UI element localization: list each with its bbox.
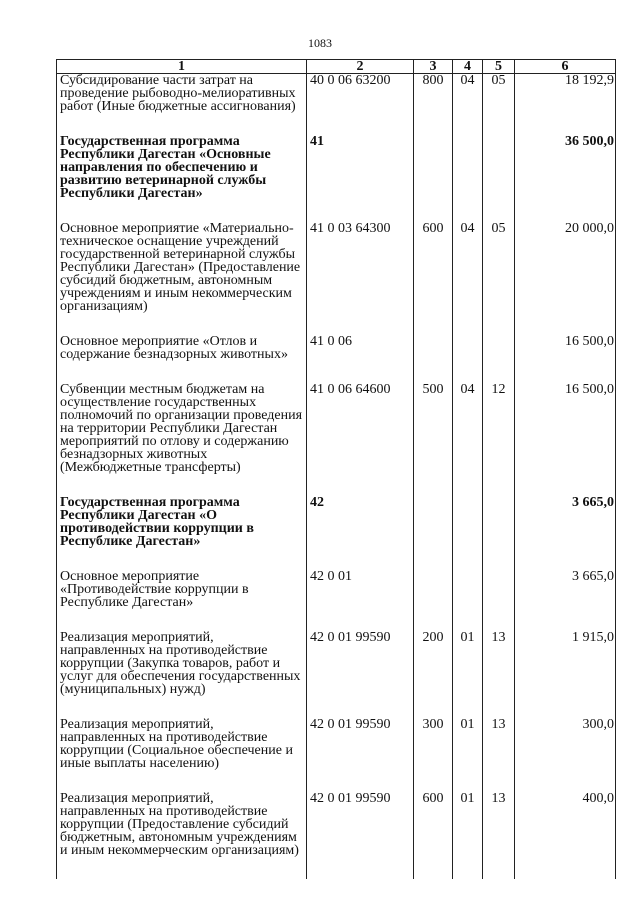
- spacer-cell: [483, 113, 515, 135]
- table-header-row: [57, 60, 616, 74]
- spacer-cell: [414, 770, 453, 792]
- spacer-cell: [515, 113, 616, 135]
- row-vr: 600: [414, 792, 453, 857]
- spacer-cell: [414, 200, 453, 222]
- row-sum: 300,0: [515, 718, 616, 770]
- row-pr: [483, 335, 515, 361]
- row-rz: [453, 335, 483, 361]
- table-row: [57, 135, 616, 200]
- row-vr: 200: [414, 631, 453, 696]
- spacer-cell: [515, 474, 616, 496]
- row-code: 42 0 01 99590: [307, 792, 414, 857]
- spacer-cell: [414, 857, 453, 879]
- spacer-cell: [453, 857, 483, 879]
- budget-table: [56, 59, 616, 879]
- row-sum: 16 500,0: [515, 383, 616, 474]
- spacer-cell: [307, 113, 414, 135]
- spacer-cell: [57, 361, 307, 383]
- spacer-cell: [515, 857, 616, 879]
- spacer-cell: [307, 548, 414, 570]
- spacer-cell: [453, 696, 483, 718]
- spacer-cell: [57, 548, 307, 570]
- spacer-cell: [57, 113, 307, 135]
- spacer-cell: [414, 548, 453, 570]
- spacer-cell: [307, 609, 414, 631]
- row-spacer: [57, 313, 616, 335]
- spacer-cell: [307, 474, 414, 496]
- spacer-cell: [57, 609, 307, 631]
- spacer-cell: [414, 313, 453, 335]
- row-sum: 400,0: [515, 792, 616, 857]
- row-name: Реализация мероприятий, направленных на противодействие коррупции (Социальное обеспечение и иные выплаты населению): [57, 718, 307, 770]
- table-row: [57, 496, 616, 548]
- header-col-5: 5: [483, 60, 515, 74]
- row-rz: 04: [453, 383, 483, 474]
- spacer-cell: [414, 609, 453, 631]
- header-col-3: 3: [414, 60, 453, 74]
- spacer-cell: [483, 313, 515, 335]
- spacer-cell: [414, 474, 453, 496]
- row-sum: 20 000,0: [515, 222, 616, 313]
- spacer-cell: [307, 696, 414, 718]
- row-name: Реализация мероприятий, направленных на противодействие коррупции (Предоставление субсидий бюджетным, автономным учреждениям и иным некоммерческим организациям): [57, 792, 307, 857]
- row-spacer: [57, 857, 616, 879]
- spacer-cell: [414, 696, 453, 718]
- spacer-cell: [453, 770, 483, 792]
- spacer-cell: [57, 696, 307, 718]
- row-sum: 16 500,0: [515, 335, 616, 361]
- row-sum: 1 915,0: [515, 631, 616, 696]
- row-spacer: [57, 361, 616, 383]
- row-rz: 04: [453, 222, 483, 313]
- spacer-cell: [307, 313, 414, 335]
- spacer-cell: [483, 361, 515, 383]
- table-row: [57, 222, 616, 313]
- row-pr: [483, 496, 515, 548]
- row-code: 41 0 06 64600: [307, 383, 414, 474]
- spacer-cell: [483, 770, 515, 792]
- row-vr: [414, 496, 453, 548]
- row-rz: [453, 570, 483, 609]
- table-row: [57, 792, 616, 857]
- table-row: [57, 335, 616, 361]
- spacer-cell: [57, 770, 307, 792]
- row-name: Государственная программа Республики Дагестан «Основные направления по обеспечению и развитию ветеринарной службы Республики Дагестан»: [57, 135, 307, 200]
- row-sum: 3 665,0: [515, 496, 616, 548]
- header-col-1: 1: [57, 60, 307, 74]
- row-code: 42: [307, 496, 414, 548]
- spacer-cell: [483, 857, 515, 879]
- row-spacer: [57, 770, 616, 792]
- spacer-cell: [57, 474, 307, 496]
- spacer-cell: [57, 200, 307, 222]
- spacer-cell: [453, 200, 483, 222]
- row-vr: 800: [414, 74, 453, 114]
- table-row: [57, 631, 616, 696]
- page-number: 1083: [308, 36, 332, 50]
- header-col-4: 4: [453, 60, 483, 74]
- row-pr: 13: [483, 718, 515, 770]
- row-name: Государственная программа Республики Дагестан «О противодействии коррупции в Республике Дагестан»: [57, 496, 307, 548]
- row-spacer: [57, 200, 616, 222]
- spacer-cell: [453, 361, 483, 383]
- spacer-cell: [483, 474, 515, 496]
- row-sum: 36 500,0: [515, 135, 616, 200]
- row-name: Субсидирование части затрат на проведение рыбоводно-мелиоративных работ (Иные бюджетные ассигнования): [57, 74, 307, 114]
- row-vr: [414, 135, 453, 200]
- spacer-cell: [515, 696, 616, 718]
- row-pr: 05: [483, 74, 515, 114]
- spacer-cell: [453, 313, 483, 335]
- spacer-cell: [453, 474, 483, 496]
- row-spacer: [57, 548, 616, 570]
- row-code: 42 0 01 99590: [307, 631, 414, 696]
- spacer-cell: [57, 857, 307, 879]
- spacer-cell: [515, 770, 616, 792]
- row-code: 42 0 01 99590: [307, 718, 414, 770]
- row-rz: 01: [453, 792, 483, 857]
- row-sum: 18 192,9: [515, 74, 616, 114]
- spacer-cell: [483, 200, 515, 222]
- table-row: [57, 570, 616, 609]
- spacer-cell: [483, 696, 515, 718]
- row-rz: 01: [453, 631, 483, 696]
- row-code: 40 0 06 63200: [307, 74, 414, 114]
- header-col-6: 6: [515, 60, 616, 74]
- row-name: Основное мероприятие «Отлов и содержание безнадзорных животных»: [57, 335, 307, 361]
- spacer-cell: [307, 361, 414, 383]
- table-row: [57, 74, 616, 114]
- table-row: [57, 718, 616, 770]
- row-pr: 13: [483, 631, 515, 696]
- row-pr: [483, 570, 515, 609]
- spacer-cell: [414, 361, 453, 383]
- row-name: Основное мероприятие «Материально-техническое оснащение учреждений государственной ветеринарной службы Республики Дагестан» (Предоставление субсидий бюджетным, автономным учреждениям и иным некоммерческим организациям): [57, 222, 307, 313]
- spacer-cell: [515, 313, 616, 335]
- row-pr: 12: [483, 383, 515, 474]
- row-code: 41: [307, 135, 414, 200]
- row-vr: 500: [414, 383, 453, 474]
- spacer-cell: [483, 548, 515, 570]
- spacer-cell: [515, 609, 616, 631]
- row-vr: [414, 335, 453, 361]
- row-code: 41 0 06: [307, 335, 414, 361]
- table-row: [57, 383, 616, 474]
- row-spacer: [57, 609, 616, 631]
- row-vr: [414, 570, 453, 609]
- spacer-cell: [515, 361, 616, 383]
- row-spacer: [57, 113, 616, 135]
- spacer-cell: [414, 113, 453, 135]
- spacer-cell: [453, 609, 483, 631]
- spacer-cell: [307, 770, 414, 792]
- spacer-cell: [307, 857, 414, 879]
- row-pr: [483, 135, 515, 200]
- spacer-cell: [515, 548, 616, 570]
- row-vr: 300: [414, 718, 453, 770]
- row-name: Субвенции местным бюджетам на осуществление государственных полномочий по организации проведения на территории Республики Дагестан мероприятий по отлову и содержанию безнадзорных животных (Межбюджетные трансферты): [57, 383, 307, 474]
- row-vr: 600: [414, 222, 453, 313]
- header-col-2: 2: [307, 60, 414, 74]
- row-pr: 05: [483, 222, 515, 313]
- spacer-cell: [453, 113, 483, 135]
- spacer-cell: [515, 200, 616, 222]
- row-name: Основное мероприятие «Противодействие коррупции в Республике Дагестан»: [57, 570, 307, 609]
- row-spacer: [57, 696, 616, 718]
- row-rz: 01: [453, 718, 483, 770]
- row-rz: [453, 496, 483, 548]
- row-pr: 13: [483, 792, 515, 857]
- spacer-cell: [307, 200, 414, 222]
- row-code: 42 0 01: [307, 570, 414, 609]
- spacer-cell: [57, 313, 307, 335]
- spacer-cell: [483, 609, 515, 631]
- row-spacer: [57, 474, 616, 496]
- row-rz: [453, 135, 483, 200]
- row-sum: 3 665,0: [515, 570, 616, 609]
- row-rz: 04: [453, 74, 483, 114]
- row-name: Реализация мероприятий, направленных на противодействие коррупции (Закупка товаров, работ и услуг для обеспечения государственных (муниципальных) нужд): [57, 631, 307, 696]
- row-code: 41 0 03 64300: [307, 222, 414, 313]
- spacer-cell: [453, 548, 483, 570]
